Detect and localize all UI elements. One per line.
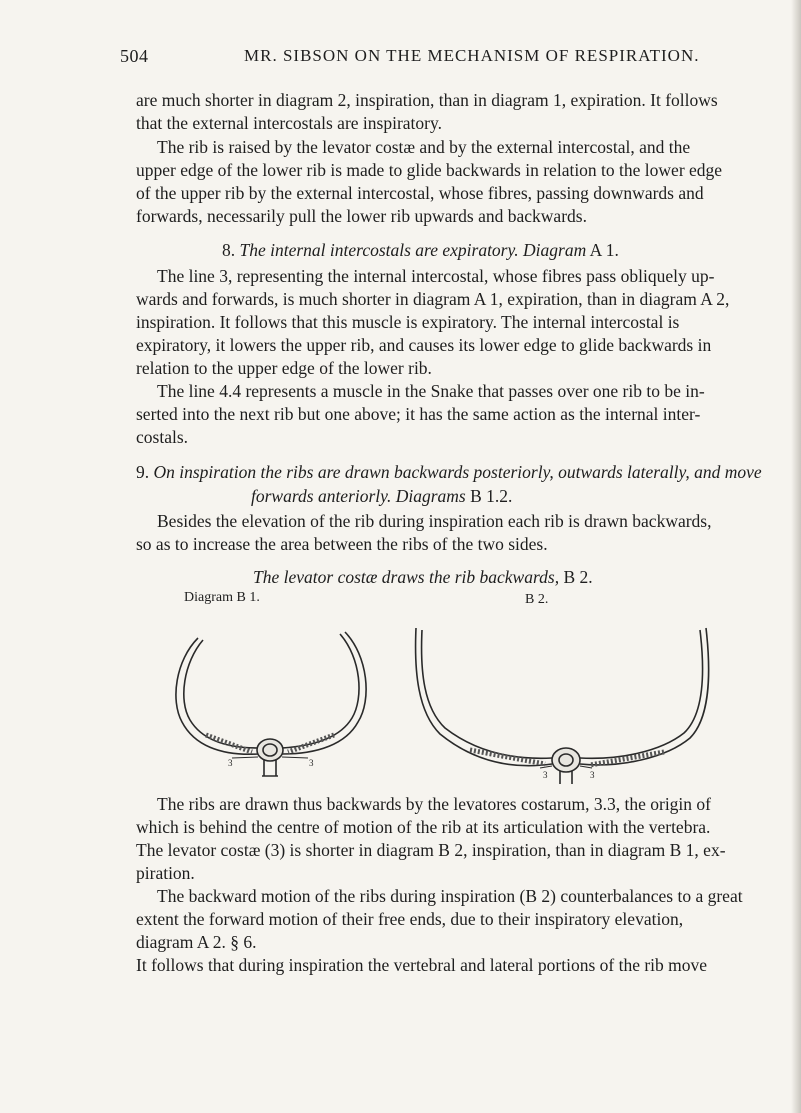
text-line: are much shorter in diagram 2, inspiration, than in diagram 1, expiration. It follows bbox=[136, 90, 718, 110]
text-line: piration. bbox=[136, 863, 195, 883]
section-title-cont: forwards anteriorly. bbox=[251, 486, 392, 506]
section-number: 8. bbox=[222, 240, 236, 260]
page-number: 504 bbox=[120, 46, 149, 66]
text-line: that the external intercostals are inspiratory. bbox=[136, 113, 442, 133]
text-line: so as to increase the area between the ribs of the two sides. bbox=[136, 534, 548, 554]
text-line: serted into the next rib but one above; it has the same action as the internal inter- bbox=[136, 404, 701, 424]
text-line: forwards, necessarily pull the lower rib upwards and backwards. bbox=[136, 206, 587, 226]
label-3: 3 bbox=[543, 770, 548, 780]
text-line: The rib is raised by the levator costæ and by the external intercostal, and the bbox=[157, 137, 691, 157]
diagram-ref: A 1. bbox=[589, 240, 619, 260]
section-title: The internal intercostals are expiratory. bbox=[239, 240, 519, 260]
text-line: which is behind the centre of motion of the rib at its articulation with the vertebra. bbox=[136, 817, 711, 837]
label-3: 3 bbox=[228, 758, 233, 768]
label-3: 3 bbox=[309, 758, 314, 768]
text-line: inspiration. It follows that this muscle is expiratory. The internal intercostal is bbox=[136, 312, 680, 332]
text-line: It follows that during inspiration the vertebral and lateral portions of the rib move bbox=[136, 955, 708, 975]
text-line: wards and forwards, is much shorter in diagram A 1, expiration, than in diagram A 2, bbox=[136, 289, 730, 309]
label-3: 3 bbox=[590, 770, 595, 780]
text-line: The line 4.4 represents a muscle in the Snake that passes over one rib to be in- bbox=[157, 381, 705, 401]
text-line: diagram A 2. § 6. bbox=[136, 932, 257, 952]
figure-title-ref: B 2. bbox=[563, 567, 593, 587]
text-line: extent the forward motion of their free ends, due to their inspiratory elevation, bbox=[136, 909, 684, 929]
diagram-ref: B 1.2. bbox=[470, 486, 513, 506]
text-line: The line 3, representing the internal intercostal, whose fibres pass obliquely up- bbox=[157, 266, 715, 286]
text-line: relation to the upper edge of the lower rib. bbox=[136, 358, 432, 378]
running-title: MR. SIBSON ON THE MECHANISM OF RESPIRATION. bbox=[244, 46, 700, 65]
text-line: of the upper rib by the external intercostal, whose fibres, passing downwards and bbox=[136, 183, 704, 203]
diagram-b2 bbox=[416, 628, 709, 784]
diagram-b1 bbox=[176, 632, 366, 776]
text-line: The ribs are drawn thus backwards by the levatores costarum, 3.3, the origin of bbox=[157, 794, 712, 814]
text-line: costals. bbox=[136, 427, 189, 447]
figure-title-text: The levator costæ draws the rib backwards, bbox=[253, 567, 560, 587]
text-line: expiratory, it lowers the upper rib, and causes its lower edge to glide backwards in bbox=[136, 335, 712, 355]
diagram-word: Diagrams bbox=[395, 486, 466, 506]
section-number: 9. bbox=[136, 462, 150, 482]
text-line: The levator costæ (3) is shorter in diagram B 2, inspiration, than in diagram B 1, ex- bbox=[136, 840, 726, 860]
figure-caption-b2: B 2. bbox=[525, 592, 549, 607]
diagram-word: Diagram bbox=[523, 240, 587, 260]
text-line: upper edge of the lower rib is made to glide backwards in relation to the lower edge bbox=[136, 160, 723, 180]
figure-caption-b1: Diagram B 1. bbox=[184, 590, 260, 605]
text-line: The backward motion of the ribs during inspiration (B 2) counterbalances to a great bbox=[157, 886, 743, 906]
text-line: Besides the elevation of the rib during inspiration each rib is drawn backwards, bbox=[157, 511, 712, 531]
section-title: On inspiration the ribs are drawn backwards posteriorly, outwards laterally, and move bbox=[153, 462, 762, 482]
